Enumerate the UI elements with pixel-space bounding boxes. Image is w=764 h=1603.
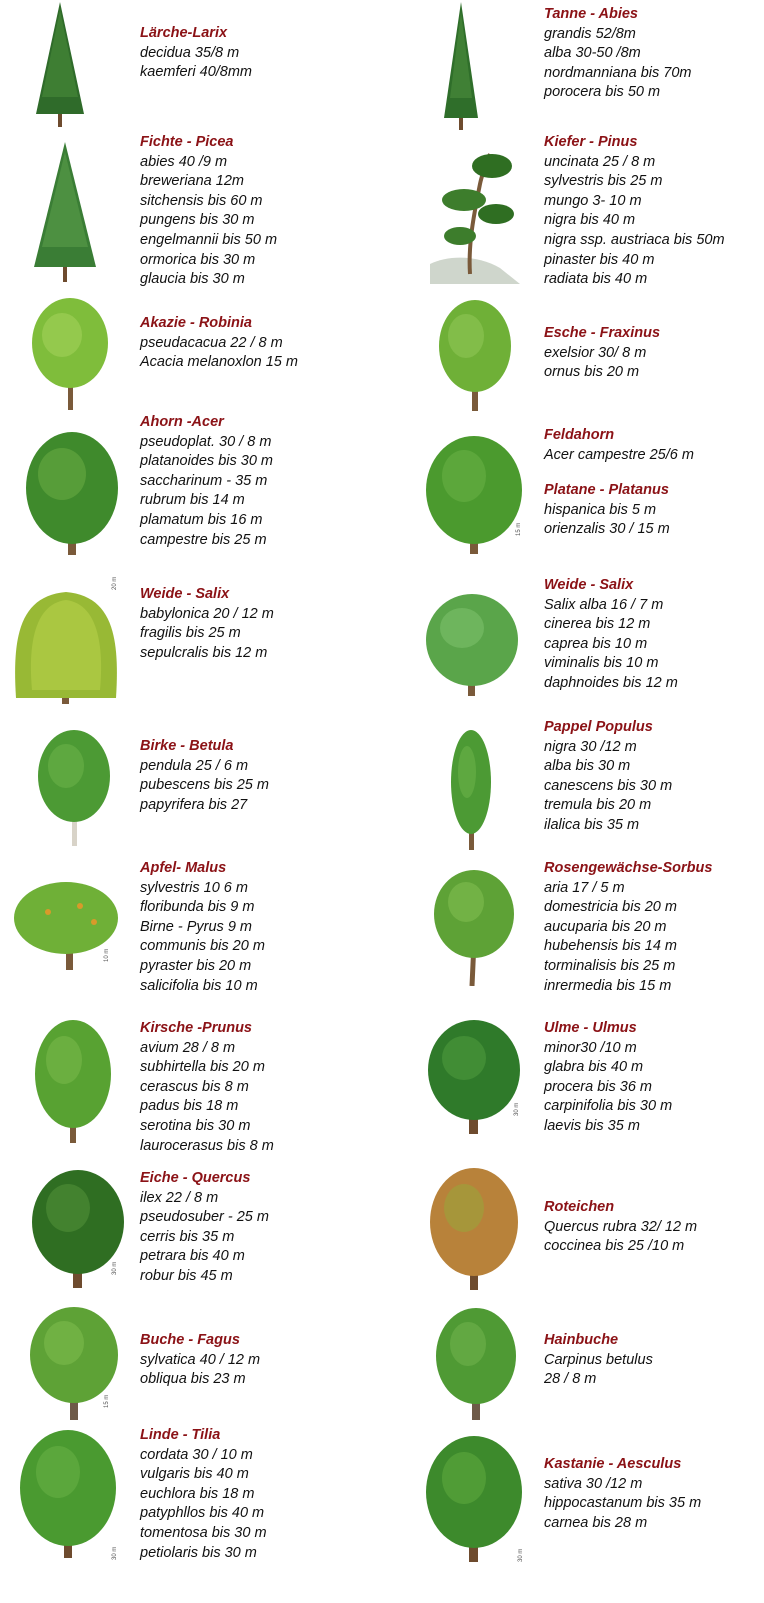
entry-title: Akazie - Robinia <box>140 315 252 331</box>
entry-line: sepulcralis bis 12 m <box>140 644 268 661</box>
entry-line: breweriana 12m <box>140 173 244 190</box>
tree-entry-quercus <box>140 1169 269 1287</box>
scale-label: 30 m <box>112 1546 118 1560</box>
entry-line: pubescens bis 25 m <box>140 777 269 794</box>
entry-line: laevis bis 35 m <box>544 1117 640 1134</box>
entry-line: ormorica bis 30 m <box>140 251 256 268</box>
entry-title: Esche - Fraxinus <box>544 325 661 341</box>
entry-title: Pappel Populus <box>544 719 653 735</box>
tree-illustration-hornbeam <box>434 1304 518 1420</box>
entry-title: Ulme - Ulmus <box>544 1020 637 1036</box>
tree-illustration-spruce <box>28 142 102 282</box>
tree-entry-fagus <box>140 1331 260 1390</box>
tree-entry-ulmus <box>544 1019 672 1137</box>
entry-line: pseudacacua 22 / 8 m <box>140 334 283 351</box>
tree-illustration-elm <box>426 1018 522 1134</box>
entry-line: canescens bis 30 m <box>544 777 673 794</box>
entry-line: decidua 35/8 m <box>140 44 240 61</box>
tree-entry-feldahorn <box>544 426 694 465</box>
entry-line: pinaster bis 40 m <box>544 251 655 268</box>
tree-illustration-chestnut <box>424 1432 524 1562</box>
entry-title: Tanne - Abies <box>544 6 638 22</box>
entry-line: glabra bis 40 m <box>544 1059 644 1076</box>
entry-line: padus bis 18 m <box>140 1098 239 1115</box>
tree-illustration-robinia <box>28 295 112 410</box>
entry-title: Linde - Tilia <box>140 1427 221 1443</box>
entry-line: ornus bis 20 m <box>544 364 640 381</box>
scale-label: 15 m <box>104 1394 110 1408</box>
entry-line: carpinifolia bis 30 m <box>544 1098 673 1115</box>
entry-line: tomentosa bis 30 m <box>140 1524 267 1541</box>
entry-line: mungo 3- 10 m <box>544 192 642 209</box>
entry-line: robur bis 45 m <box>140 1267 233 1284</box>
tree-entry-robinia <box>140 314 298 373</box>
entry-line: hubehensis bis 14 m <box>544 938 677 955</box>
entry-line: Acer campestre 25/6 m <box>544 446 694 463</box>
entry-line: torminalisis bis 25 m <box>544 957 676 974</box>
tree-illustration-red-oak <box>428 1164 520 1290</box>
entry-line: coccinea bis 25 /10 m <box>544 1238 685 1255</box>
tree-entry-fraxinus <box>544 324 660 383</box>
entry-title: Lärche-Larix <box>140 25 228 41</box>
entry-line: Carpinus betulus <box>544 1351 653 1368</box>
scale-label: 10 m <box>104 948 110 962</box>
tree-entry-salix <box>544 576 678 694</box>
entry-title: Fichte - Picea <box>140 134 234 150</box>
entry-line: laurocerasus bis 8 m <box>140 1137 274 1154</box>
entry-line: radiata bis 40 m <box>544 271 648 288</box>
scale-label: 20 m <box>112 576 118 590</box>
tree-illustration-pine <box>430 144 520 284</box>
tree-entry-acer <box>140 413 273 550</box>
entry-line: pyraster bis 20 m <box>140 957 252 974</box>
scale-label: 30 m <box>514 1102 520 1116</box>
entry-line: sylvestris 10 6 m <box>140 879 248 896</box>
entry-line: petrara bis 40 m <box>140 1248 245 1265</box>
entry-line: salicifolia bis 10 m <box>140 977 258 994</box>
entry-line: euchlora bis 18 m <box>140 1485 255 1502</box>
entry-title: Apfel- Malus <box>140 860 227 876</box>
entry-line: campestre bis 25 m <box>140 531 267 548</box>
entry-line: aucuparia bis 20 m <box>544 918 667 935</box>
tree-entry-betula <box>140 737 269 815</box>
entry-line: orienzalis 30 / 15 m <box>544 521 670 538</box>
entry-title: Weide - Salix <box>140 586 230 602</box>
entry-title: Birke - Betula <box>140 738 234 754</box>
entry-line: ilalica bis 35 m <box>544 816 640 833</box>
entry-line: cinerea bis 12 m <box>544 616 651 633</box>
entry-line: rubrum bis 14 m <box>140 492 245 509</box>
entry-line: daphnoides bis 12 m <box>544 674 678 691</box>
entry-line: exelsior 30/ 8 m <box>544 344 647 361</box>
tree-illustration-cherry <box>32 1018 114 1143</box>
tree-entry-sorbus <box>544 859 712 996</box>
entry-line: plamatum bis 16 m <box>140 511 263 528</box>
tree-entry-picea <box>140 133 277 290</box>
scale-label: 15 m <box>516 522 522 536</box>
entry-line: inrermedia bis 15 m <box>544 977 672 994</box>
tree-illustration-field-maple <box>424 432 524 554</box>
entry-line: Salix alba 16 / 7 m <box>544 596 664 613</box>
tree-illustration-weeping-willow <box>10 586 122 704</box>
tree-entry-platanus <box>544 481 670 540</box>
entry-line: caprea bis 10 m <box>544 635 648 652</box>
tree-entry-malus <box>140 859 265 996</box>
entry-line: nigra ssp. austriaca bis 50m <box>544 231 725 248</box>
entry-line: babylonica 20 / 12 m <box>140 605 274 622</box>
entry-line: glaucia bis 30 m <box>140 271 245 288</box>
entry-line: communis bis 20 m <box>140 938 265 955</box>
entry-line: pungens bis 30 m <box>140 212 255 229</box>
entry-line: Acacia melanoxlon 15 m <box>140 354 298 371</box>
entry-line: sylvestris bis 25 m <box>544 173 663 190</box>
entry-title: Kiefer - Pinus <box>544 134 638 150</box>
entry-line: fragilis bis 25 m <box>140 625 241 642</box>
entry-title: Kirsche -Prunus <box>140 1020 252 1036</box>
entry-line: pendula 25 / 6 m <box>140 757 249 774</box>
entry-line: pseudosuber - 25 m <box>140 1209 269 1226</box>
entry-line: petiolaris bis 30 m <box>140 1544 257 1561</box>
tree-entry-hainbuche <box>544 1331 653 1390</box>
entry-line: patyphllos bis 40 m <box>140 1505 265 1522</box>
entry-line: engelmannii bis 50 m <box>140 231 278 248</box>
entry-line: minor30 /10 m <box>544 1039 637 1056</box>
tree-illustration-ash <box>436 296 514 411</box>
tree-entry-aesculus <box>544 1455 701 1533</box>
entry-title: Buche - Fagus <box>140 1332 240 1348</box>
entry-line: nigra bis 40 m <box>544 212 636 229</box>
entry-line: sativa 30 /12 m <box>544 1475 643 1492</box>
entry-title: Platane - Platanus <box>544 482 669 498</box>
tree-illustration-fir <box>440 2 482 130</box>
entry-line: saccharinum - 35 m <box>140 472 268 489</box>
entry-line: cerris bis 35 m <box>140 1228 235 1245</box>
entry-line: porocera bis 50 m <box>544 84 661 101</box>
entry-line: Birne - Pyrus 9 m <box>140 918 252 935</box>
entry-title: Ahorn -Acer <box>140 414 224 430</box>
entry-title: Kastanie - Aesculus <box>544 1456 682 1472</box>
entry-line: sylvatica 40 / 12 m <box>140 1351 261 1368</box>
entry-line: uncinata 25 / 8 m <box>544 153 656 170</box>
tree-entry-larix <box>140 24 252 83</box>
entry-line: pseudoplat. 30 / 8 m <box>140 433 272 450</box>
entry-line: ilex 22 / 8 m <box>140 1189 219 1206</box>
entry-title: Hainbuche <box>544 1332 619 1348</box>
entry-line: cerascus bis 8 m <box>140 1078 249 1095</box>
entry-line: aria 17 / 5 m <box>544 879 625 896</box>
entry-line: tremula bis 20 m <box>544 797 652 814</box>
scale-label: 30 m <box>518 1548 524 1562</box>
entry-line: grandis 52/8m <box>544 25 636 42</box>
entry-line: abies 40 /9 m <box>140 153 228 170</box>
tree-illustration-white-willow <box>424 588 520 696</box>
entry-line: sitchensis bis 60 m <box>140 192 263 209</box>
entry-line: cordata 30 / 10 m <box>140 1446 253 1463</box>
tree-illustration-larch <box>30 2 90 127</box>
entry-line: alba bis 30 m <box>544 758 631 775</box>
entry-line: subhirtella bis 20 m <box>140 1059 265 1076</box>
entry-title: Feldahorn <box>544 427 615 443</box>
tree-entry-tilia <box>140 1426 267 1563</box>
tree-entry-prunus <box>140 1019 274 1156</box>
tree-illustration-sorbus <box>432 866 516 986</box>
entry-line: nigra 30 /12 m <box>544 738 637 755</box>
entry-line: domestricia bis 20 m <box>544 899 677 916</box>
tree-entry-salix-weeping <box>140 585 274 663</box>
entry-line: avium 28 / 8 m <box>140 1039 236 1056</box>
tree-illustration-linden <box>18 1428 118 1558</box>
entry-line: 28 / 8 m <box>544 1371 597 1388</box>
entry-title: Roteichen <box>544 1199 615 1215</box>
entry-line: hippocastanum bis 35 m <box>544 1495 702 1512</box>
scale-label: 30 m <box>112 1261 118 1275</box>
entry-line: procera bis 36 m <box>544 1078 652 1095</box>
entry-line: obliqua bis 23 m <box>140 1371 246 1388</box>
entry-line: hispanica bis 5 m <box>544 501 657 518</box>
entry-line: serotina bis 30 m <box>140 1117 251 1134</box>
tree-illustration-birch <box>32 728 116 846</box>
tree-illustration-maple <box>24 430 120 555</box>
entry-line: alba 30-50 /8m <box>544 45 641 62</box>
tree-entry-abies <box>544 5 692 103</box>
entry-line: papyrifera bis 27 <box>140 796 248 813</box>
tree-entry-populus <box>544 718 672 836</box>
tree-entry-roteichen <box>544 1198 697 1257</box>
entry-line: nordmanniana bis 70m <box>544 64 692 81</box>
entry-line: carnea bis 28 m <box>544 1514 648 1531</box>
tree-entry-pinus <box>544 133 725 290</box>
entry-title: Rosengewächse-Sorbus <box>544 860 713 876</box>
entry-title: Weide - Salix <box>544 577 634 593</box>
entry-line: viminalis bis 10 m <box>544 655 659 672</box>
entry-line: Quercus rubra 32/ 12 m <box>544 1218 698 1235</box>
entry-line: vulgaris bis 40 m <box>140 1466 249 1483</box>
entry-line: kaemferi 40/8mm <box>140 64 253 81</box>
entry-line: floribunda bis 9 m <box>140 899 255 916</box>
tree-illustration-poplar <box>446 728 496 850</box>
entry-title: Eiche - Quercus <box>140 1170 251 1186</box>
entry-line: platanoides bis 30 m <box>140 453 273 470</box>
